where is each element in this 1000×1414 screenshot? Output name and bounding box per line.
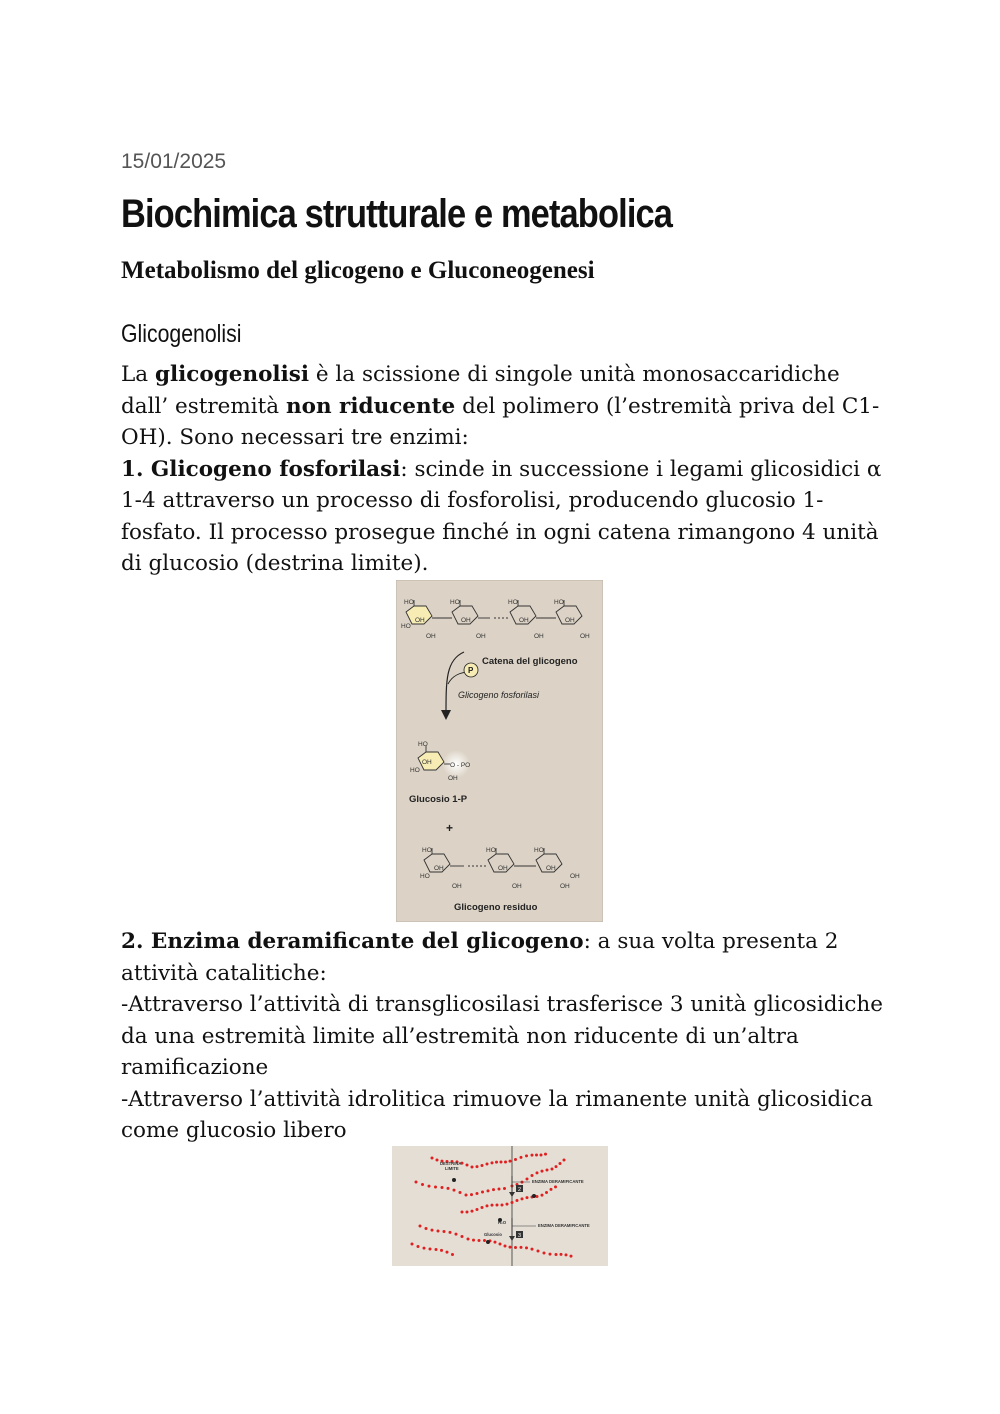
label-oh: OH xyxy=(560,883,570,890)
glucose-unit xyxy=(525,1246,528,1249)
label-ho: HO xyxy=(404,599,414,606)
glucose-unit xyxy=(509,1246,512,1249)
glucose-unit xyxy=(449,1231,452,1234)
glucose-unit xyxy=(555,1165,558,1168)
glucose-unit xyxy=(431,1157,434,1160)
figure-debranching-enzyme xyxy=(392,1146,608,1266)
glucose-unit xyxy=(478,1239,481,1242)
glucose-unit xyxy=(481,1164,484,1167)
glucose-unit xyxy=(531,1248,534,1251)
glucose-unit xyxy=(486,1162,489,1165)
label-oh: OH xyxy=(534,633,544,640)
label-chain: Catena del glicogeno xyxy=(482,656,578,667)
bold-term: glicogenolisi xyxy=(154,362,310,387)
document-subtitle: Metabolismo del glicogeno e Gluconeogenesi xyxy=(121,257,595,284)
list-item-1-title: 1. Glicogeno fosforilasi xyxy=(121,456,401,482)
label-ho: HO xyxy=(534,847,544,854)
glucose-unit xyxy=(546,1169,549,1172)
glucose-unit xyxy=(472,1239,475,1242)
glucose-unit xyxy=(483,1239,486,1242)
label-destrina: LIMITE xyxy=(445,1166,459,1171)
label-ho: HO xyxy=(420,873,430,880)
label-ho: HO xyxy=(450,599,460,606)
glucose-unit xyxy=(531,1174,534,1177)
glucose-unit xyxy=(435,1248,438,1251)
glucose-unit xyxy=(526,1178,529,1181)
label-oh: OH xyxy=(476,633,486,640)
glucose-unit xyxy=(447,1187,450,1190)
label-phosphate-group: O - PO xyxy=(450,762,471,769)
glucose-unit xyxy=(506,1203,509,1206)
glucose-unit xyxy=(537,1250,540,1253)
glucose-unit xyxy=(476,1165,479,1168)
text-run: del polimero (l’estremità priva del C1-OH). Sono necessari tre enzimi: xyxy=(121,393,880,450)
glucose-unit xyxy=(428,1185,431,1188)
glucose-unit xyxy=(560,1253,563,1256)
glucose-unit xyxy=(501,1203,504,1206)
label-oh: OH xyxy=(426,633,436,640)
glucose-unit xyxy=(481,1190,484,1193)
glucose-unit xyxy=(492,1188,495,1191)
activity-line-1: -Attraverso l’attività di transglicosilasi trasferisce 3 unità glicosidiche da una estremità limite all’estremità non riducente di un’altra ramificazione xyxy=(121,992,883,1080)
glucose-unit xyxy=(486,1204,489,1207)
glucose-unit xyxy=(423,1247,426,1250)
glucose-unit xyxy=(520,1156,523,1159)
glucose-unit xyxy=(521,1197,524,1200)
glucose-unit xyxy=(446,1251,449,1254)
glucose-unit xyxy=(516,1199,519,1202)
glucose-unit xyxy=(540,1153,543,1156)
glucose-unit xyxy=(476,1208,479,1211)
paragraph-glicogenolisi xyxy=(121,359,891,580)
glucose-unit xyxy=(431,1229,434,1232)
glucose-unit xyxy=(496,1204,499,1207)
figure-glycogen-phosphorylase xyxy=(396,580,603,922)
label-oh: OH xyxy=(415,617,425,624)
label-oh: OH xyxy=(546,865,556,872)
label-glucosio: Glucosio xyxy=(484,1232,502,1237)
glucose-unit xyxy=(465,1193,468,1196)
label-enzyme: ENZIMA DERAMIFICANTE xyxy=(538,1223,590,1228)
glucose-unit xyxy=(550,1188,553,1191)
glucose-unit xyxy=(443,1230,446,1233)
label-oh: OH xyxy=(512,883,522,890)
glucose-unit xyxy=(531,1154,534,1157)
text-run: La xyxy=(121,362,155,387)
label-oh: OH xyxy=(452,883,462,890)
label-destrina: DESTRINA xyxy=(440,1161,462,1166)
glucose-unit xyxy=(434,1186,437,1189)
text-run: è la scissione di singole unità monosaccaridiche dall’ estremità xyxy=(121,362,840,419)
glucose-unit xyxy=(440,1249,443,1252)
glucose-unit xyxy=(429,1248,432,1251)
label-g1p: Glucosio 1-P xyxy=(409,794,468,805)
branch-point xyxy=(452,1178,456,1182)
bold-term: non riducente xyxy=(285,393,456,419)
phosphate-label: P xyxy=(468,666,474,675)
label-ho: HO xyxy=(401,623,411,630)
label-ho: HO xyxy=(508,599,518,606)
label-h2o: H₂O xyxy=(498,1220,507,1225)
list-item-2-title: 2. Enzima deramificante del glicogeno xyxy=(121,929,584,954)
branch-point xyxy=(532,1194,536,1198)
label-oh: OH xyxy=(448,775,458,782)
glucose-unit xyxy=(565,1253,568,1256)
glucose-unit xyxy=(499,1243,502,1246)
glucose-unit xyxy=(494,1241,497,1244)
label-oh: OH xyxy=(565,617,575,624)
glucose-unit xyxy=(570,1255,573,1258)
glucose-unit xyxy=(498,1188,501,1191)
glucose-unit xyxy=(535,1154,538,1157)
label-enzyme: Glicogeno fosforilasi xyxy=(458,690,540,700)
label-plus: + xyxy=(446,821,454,835)
label-oh: OH xyxy=(422,759,432,766)
glucose-unit xyxy=(500,1161,503,1164)
label-enzyme: ENZIMA DERAMIFICANTE xyxy=(532,1179,584,1184)
label-ho: HO xyxy=(486,847,496,854)
glucose-unit xyxy=(476,1192,479,1195)
list-item-2-text: : a sua volta presenta 2 attività catalitiche: xyxy=(121,929,839,986)
glucose-unit xyxy=(514,1246,517,1249)
glucose-unit xyxy=(503,1187,506,1190)
glucose-unit xyxy=(436,1158,439,1161)
glucose-unit xyxy=(417,1245,420,1248)
glucose-unit xyxy=(419,1225,422,1228)
label-ho: HO xyxy=(422,847,432,854)
glucose-unit xyxy=(437,1230,440,1233)
label-ho: HO xyxy=(554,599,564,606)
glucose-unit xyxy=(411,1243,414,1246)
glucose-unit xyxy=(455,1233,458,1236)
glucose-unit xyxy=(467,1237,470,1240)
glucose-unit xyxy=(495,1161,498,1164)
label-oh: OH xyxy=(570,873,580,880)
glucose-unit xyxy=(536,1195,539,1198)
step-label: 3 xyxy=(518,1233,522,1239)
glucose-unit xyxy=(461,1235,464,1238)
glucose-unit xyxy=(504,1160,507,1163)
glucose-unit xyxy=(425,1227,428,1230)
glucose-unit xyxy=(544,1153,547,1156)
paragraph-debranching xyxy=(121,926,891,1147)
label-ho: HO xyxy=(418,741,428,748)
label-oh: OH xyxy=(434,865,444,872)
glucose-unit xyxy=(551,1167,554,1170)
branch-point xyxy=(486,1240,490,1244)
glucose-unit xyxy=(543,1251,546,1254)
glucose-unit xyxy=(466,1210,469,1213)
glucose-unit xyxy=(536,1171,539,1174)
label-oh: OH xyxy=(519,617,529,624)
glucose-unit xyxy=(559,1162,562,1165)
glucose-unit xyxy=(525,1154,528,1157)
glucose-unit xyxy=(541,1170,544,1173)
label-oh: OH xyxy=(580,633,590,640)
label-oh: OH xyxy=(498,865,508,872)
glucose-unit xyxy=(453,1189,456,1192)
glucose-unit xyxy=(471,1210,474,1213)
glucose-unit xyxy=(470,1193,473,1196)
glucose-unit xyxy=(511,1201,514,1204)
glucose-unit xyxy=(481,1206,484,1209)
glucose-unit xyxy=(451,1253,454,1256)
glucose-unit xyxy=(487,1189,490,1192)
label-residue: Glicogeno residuo xyxy=(454,902,538,913)
glucose-unit xyxy=(504,1244,507,1247)
glucose-unit xyxy=(459,1191,462,1194)
glucose-unit xyxy=(491,1161,494,1164)
glucose-unit xyxy=(563,1158,566,1161)
activity-line-2: -Attraverso l’attività idrolitica rimuove la rimanente unità glicosidica come glucosio libero xyxy=(121,1086,873,1143)
document-date: 15/01/2025 xyxy=(121,150,227,173)
glucose-unit xyxy=(514,1158,517,1161)
glucose-unit xyxy=(545,1191,548,1194)
glucose-unit xyxy=(555,1253,558,1256)
glucose-unit xyxy=(421,1183,424,1186)
glucose-unit xyxy=(441,1186,444,1189)
document-title: Biochimica strutturale e metabolica xyxy=(121,192,673,236)
list-item-1-text: : scinde in successione i legami glicosidici α 1-4 attraverso un processo di fosforolisi, producendo glucosio 1-fosfato. Il processo prosegue finché in ogni catena rimangono 4 unità di glucosio (destrina limite). xyxy=(121,456,882,576)
glucose-unit xyxy=(415,1181,418,1184)
glucose-unit xyxy=(471,1165,474,1168)
glucose-unit xyxy=(520,1246,523,1249)
label-ho: HO xyxy=(410,767,420,774)
glucose-unit xyxy=(466,1164,469,1167)
glucose-unit xyxy=(461,1211,464,1214)
glucose-unit xyxy=(509,1160,512,1163)
section-heading: Glicogenolisi xyxy=(121,320,242,348)
glucose-unit xyxy=(549,1253,552,1256)
glucose-unit xyxy=(491,1204,494,1207)
glucose-unit xyxy=(526,1196,529,1199)
glucose-unit xyxy=(554,1185,557,1188)
glucose-unit xyxy=(541,1194,544,1197)
label-oh: OH xyxy=(461,617,471,624)
step-label: 2 xyxy=(518,1187,522,1193)
